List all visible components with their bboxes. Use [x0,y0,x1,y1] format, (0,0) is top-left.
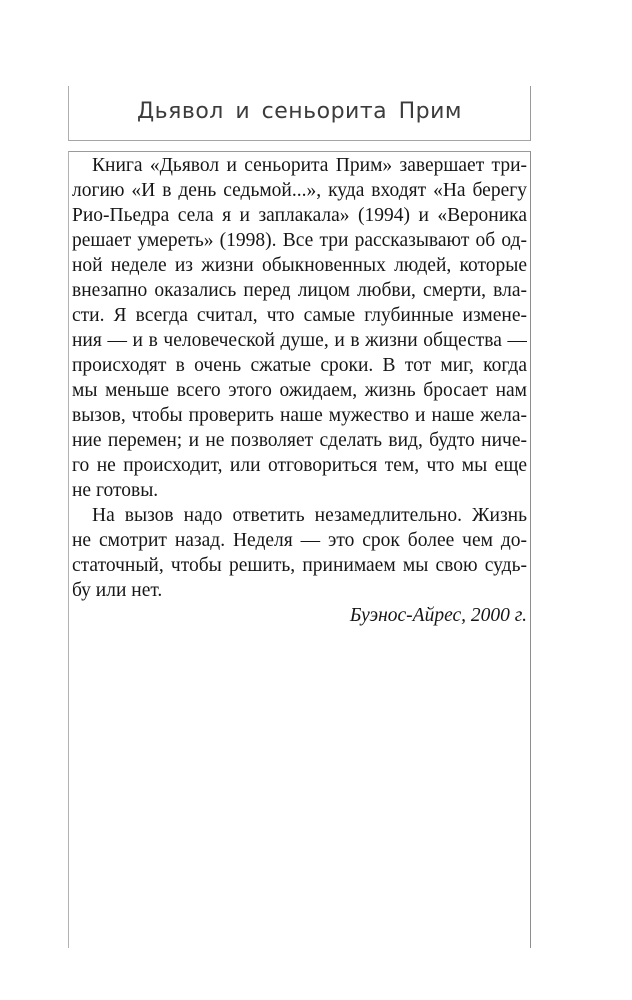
text-line: внезапно оказались перед лицом любви, смерти, вла- [72,280,527,301]
text-line: не смотрит назад. Неделя — это срок более чем до- [72,530,527,551]
paragraph [72,503,527,603]
text-line: не готовы. [72,480,159,501]
text-line: ной неделе из жизни обыкновенных людей, которые [72,255,527,276]
text-line: решает умереть» (1998). Все три рассказывают об од- [72,230,527,251]
text-line: бу или нет. [72,580,163,601]
signature-line: Буэнос-Айрес, 2000 г. [349,605,527,626]
text-line: вызов, чтобы проверить наше мужество и наше жела- [72,405,527,426]
running-head [68,86,531,141]
text-line: Рио-Пьедра села я и заплакала» (1994) и «Вероника [72,205,527,226]
text-line: мы меньше всего этого ожидаем, жизнь бросает нам [72,380,527,401]
text-line: ния — и в человеческой душе, и в жизни общества — [72,330,527,351]
paragraph [72,153,527,503]
page-title: Дьявол и сеньорита Прим [136,98,463,124]
text-line: статочный, чтобы решить, принимаем мы свою судь- [72,555,527,576]
text-line: го не происходит, или отговориться тем, что мы еще [72,455,527,476]
text-line: Книга «Дьявол и сеньорита Прим» завершает три- [92,155,527,176]
text-area [68,151,531,948]
text-line: На вызов надо ответить незамедлительно. Жизнь [92,505,527,526]
text-line: сти. Я всегда считал, что самые глубинные измене- [72,305,527,326]
text-line: логию «И в день седьмой...», куда входят «На берегу [72,180,527,201]
annotation-text [72,153,527,603]
text-line: происходят в очень сжатые сроки. В тот миг, когда [72,355,527,376]
text-line: ние перемен; и не позволяет сделать вид, будто ниче- [72,430,527,451]
